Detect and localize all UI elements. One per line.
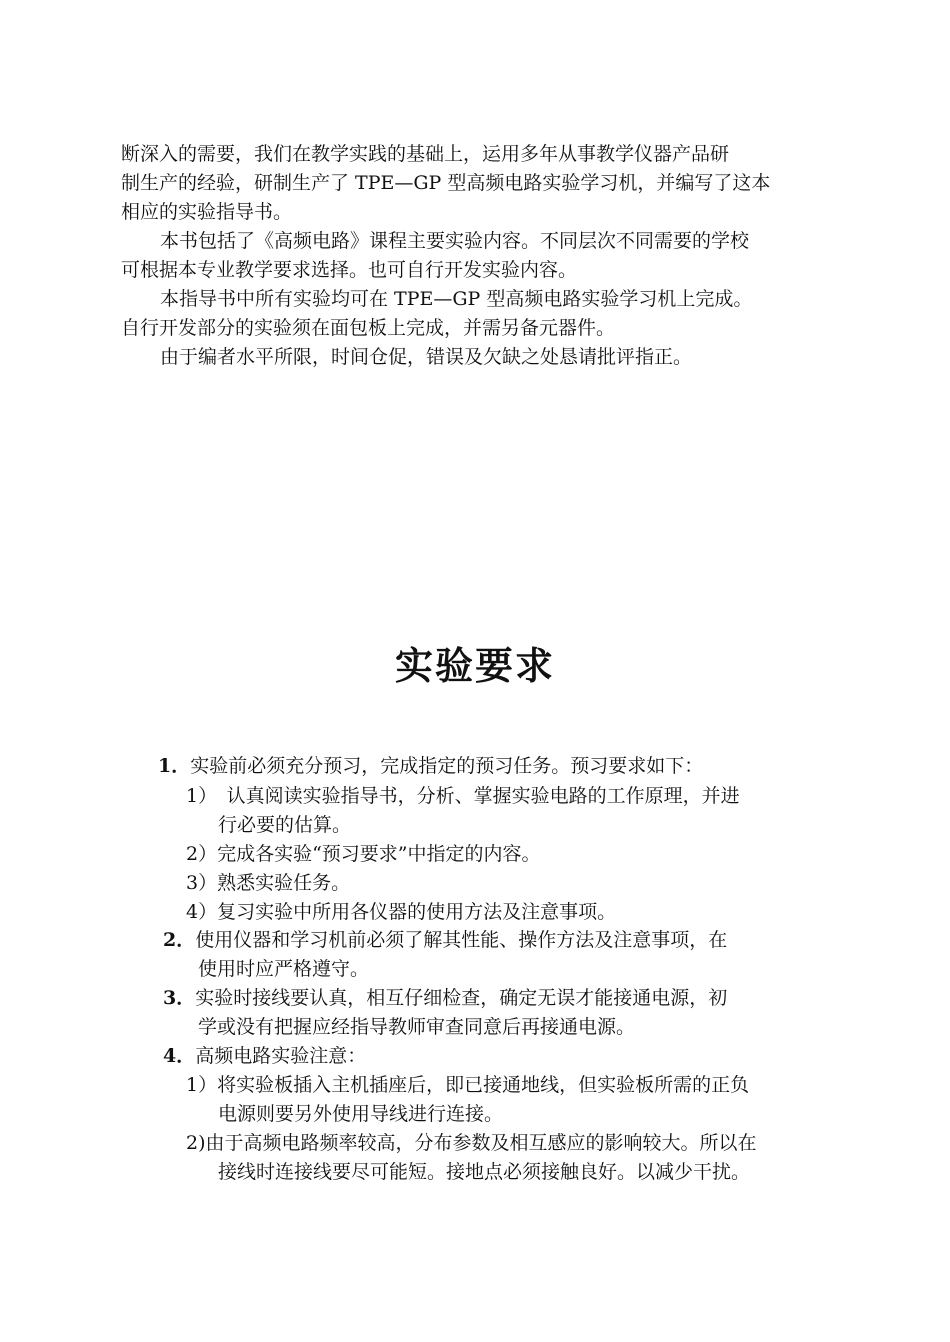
requirement-sub-item: 3）熟悉实验任务。 <box>186 872 351 894</box>
item-number: 3． <box>163 987 196 1009</box>
requirement-item-3 <box>163 984 727 1012</box>
section-title: 实验要求 <box>394 644 555 688</box>
requirement-sub-item-continuation: 电源则要另外使用导线进行连接。 <box>218 1103 504 1125</box>
requirement-item-continuation: 使用时应严格遵守。 <box>198 958 370 980</box>
requirement-sub-item: 2)由于高频电路频率较高，分布参数及相互感应的影响较大。所以在 <box>186 1132 757 1154</box>
requirement-sub-item: 1）将实验板插入主机插座后，即已接通地线，但实验板所需的正负 <box>186 1074 750 1096</box>
item-text: 使用仪器和学习机前必须了解其性能、操作方法及注意事项，在 <box>195 929 728 951</box>
requirement-item-continuation: 学或没有把握应经指导教师审查同意后再接通电源。 <box>198 1016 636 1038</box>
item-text: 实验时接线要认真，相互仔细检查，确定无误才能接通电源，初 <box>195 987 728 1009</box>
requirement-sub-item: 4）复习实验中所用各仪器的使用方法及注意事项。 <box>186 901 617 923</box>
requirement-sub-item-continuation: 行必要的估算。 <box>218 814 352 836</box>
requirement-sub-item: 1） 认真阅读实验指导书，分析、掌握实验电路的工作原理，并进 <box>186 785 740 807</box>
preface-line: 制生产的经验，研制生产了 TPE—GP 型高频电路实验学习机，并编写了这本 <box>121 172 771 194</box>
preface-line: 由于编者水平所限，时间仓促，错误及欠缺之处恳请批评指正。 <box>160 346 693 368</box>
requirement-item-1 <box>158 752 703 780</box>
item-text: 高频电路实验注意： <box>195 1045 367 1067</box>
requirement-item-2 <box>163 926 727 954</box>
requirement-sub-item-continuation: 接线时连接线要尽可能短。接地点必须接触良好。以减少干扰。 <box>218 1161 751 1183</box>
preface-line: 相应的实验指导书。 <box>121 201 293 223</box>
requirement-sub-item: 2）完成各实验“预习要求”中指定的内容。 <box>186 843 541 865</box>
preface-line: 自行开发部分的实验须在面包板上完成，并需另备元器件。 <box>121 317 616 339</box>
preface-line: 本书包括了《高频电路》课程主要实验内容。不同层次不同需要的学校 <box>160 230 750 252</box>
item-number: 4． <box>163 1045 196 1067</box>
preface-line: 本指导书中所有实验均可在 TPE—GP 型高频电路实验学习机上完成。 <box>160 288 753 310</box>
item-text: 实验前必须充分预习，完成指定的预习任务。预习要求如下： <box>190 755 704 777</box>
preface-line: 可根据本专业教学要求选择。也可自行开发实验内容。 <box>121 259 578 281</box>
item-number: 2． <box>163 929 196 951</box>
item-number: 1． <box>158 755 191 777</box>
preface-line: 断深入的需要，我们在教学实践的基础上，运用多年从事教学仪器产品研 <box>121 143 730 165</box>
requirement-item-4 <box>163 1042 366 1070</box>
